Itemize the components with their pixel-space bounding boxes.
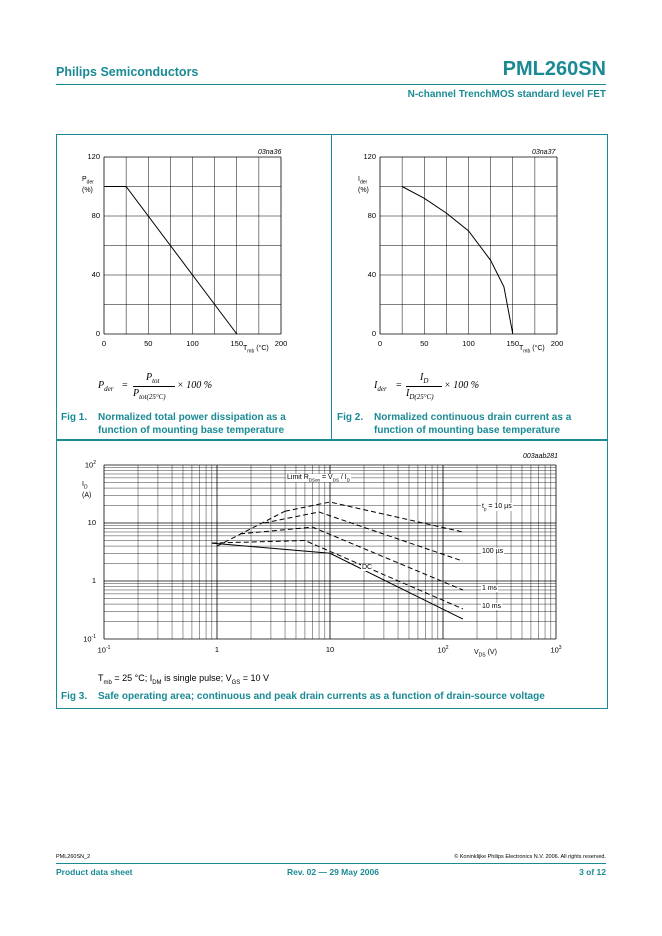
fig2-xtick-label: 100: [462, 339, 475, 348]
fig3-number: Fig 3.: [61, 691, 88, 702]
fig3-xtick-label: $10^3$: [550, 645, 562, 655]
fig3-ytick-label: $10^2$: [84, 460, 96, 470]
fig2-ytick-label: 0: [371, 329, 376, 338]
fig3-xtick-label: $10^2$: [437, 645, 449, 655]
fig2-formula-eq: =: [396, 380, 402, 391]
fig3-label-100us: 100 µs: [482, 548, 504, 555]
footer-copyright: © Koninklijke Philips Electronics N.V. 2006. All rights reserved.: [454, 854, 606, 860]
fig3-xtick-label: 10: [325, 645, 335, 654]
fig3-xtick-label: 1: [214, 645, 220, 654]
fig2-yunit: (%): [358, 187, 369, 194]
fig3-xlabel: $V_{DS}$ (V): [474, 649, 497, 659]
fig2-formula-den: $I_{D(25^\circ C)}$: [406, 388, 434, 401]
footer-sheet-type: Product data sheet: [56, 867, 133, 877]
fig2-ytick-label: 40: [367, 270, 376, 279]
fig2-code: 03na37: [532, 149, 556, 156]
fig2-series-line: [402, 187, 513, 335]
fig3-ytick-label: 1: [91, 576, 96, 585]
fig1-ytick-label: 40: [91, 270, 100, 279]
fig1-ytick-label: 0: [95, 329, 100, 338]
company-name: Philips Semiconductors: [56, 65, 199, 79]
fig2-ylabel: $I_{der}$: [358, 176, 368, 186]
fig2-xtick-label: 150: [506, 339, 520, 348]
fig3-label-dc: DC: [362, 564, 373, 571]
fig2-ytick-label: 120: [363, 152, 376, 161]
fig1-ytick-label: 120: [87, 152, 100, 161]
fig2-xtick-label: 0: [377, 339, 383, 348]
fig1-xlabel: $T_{mb}$ (°C): [243, 345, 269, 355]
fig3-tp-label: $t_p = 10$ µs: [482, 503, 512, 512]
fig1-formula-eq: =: [122, 380, 128, 391]
fig3-code: 003aab281: [523, 453, 559, 460]
fig1-formula-lhs: $P_{der}$: [98, 380, 114, 393]
fig2-formula-lhs: $I_{der}$: [374, 380, 387, 393]
fig2-xtick-label: 50: [420, 339, 429, 348]
fig2-fraction-bar: [406, 386, 442, 387]
fig3-ytick-label: $10^{-1}$: [83, 634, 96, 644]
fig3-caption-text: Safe operating area; continuous and peak drain currents as a function of drain-source voltage: [98, 691, 545, 702]
fig1-caption-text: Normalized total power dissipation as a function of mounting base temperature: [98, 412, 286, 436]
fig2-xlabel: $T_{mb}$ (°C): [519, 345, 545, 355]
product-name: PML260SN: [502, 58, 606, 80]
fig3-caption: [61, 690, 601, 704]
fig3-ylabel: $I_D$: [82, 481, 88, 491]
fig1-formula-den: $P_{tot(25^\circ C)}$: [133, 388, 166, 401]
fig1-xtick-label: 50: [144, 339, 153, 348]
fig1-xtick-label: 200: [274, 339, 288, 348]
fig1-xtick-label: 150: [230, 339, 244, 348]
fig1-number: Fig 1.: [61, 412, 88, 423]
fig1-formula-num: $P_{tot}$: [146, 372, 160, 385]
fig1-xtick-label: 100: [186, 339, 199, 348]
product-subtitle: N-channel TrenchMOS standard level FET: [407, 89, 606, 100]
footer-page: 3 of 12: [579, 867, 606, 877]
fig3-xtick-label: $10^{-1}$: [97, 645, 111, 655]
fig2-formula-num: $I_D$: [420, 372, 429, 385]
fig3-label-10ms: 10 ms: [482, 603, 502, 610]
footer-rule: [56, 863, 606, 864]
footer-revision: Rev. 02 — 29 May 2006: [287, 867, 379, 877]
fig3-ytick-label: 10: [87, 518, 96, 527]
fig2-caption: [337, 411, 602, 437]
fig3-conditions: $T_{mb} = 25$ °C; $I_{DM}$ is single pulse; $V_{GS} = 10$ V: [98, 673, 270, 686]
fig1-ytick-label: 80: [91, 211, 100, 220]
fig3-limit-label: Limit $R_{DSon} = V_{DS} / I_D$: [287, 474, 350, 483]
fig2-number: Fig 2.: [337, 412, 364, 423]
fig3-label-1ms: 1 ms: [482, 585, 498, 592]
fig1-caption: [61, 411, 326, 437]
fig1-formula-tail: × 100 %: [177, 380, 213, 391]
fig2-caption-text: Normalized continuous drain current as a function of mounting base temperature: [374, 412, 572, 436]
fig1-fraction-bar: [133, 386, 175, 387]
footer-doc-id: PML260SN_2: [56, 854, 91, 860]
fig1-code: 03na36: [258, 149, 282, 156]
fig1-xtick-label: 0: [101, 339, 107, 348]
fig3-yunit: (A): [82, 492, 92, 499]
fig2-ytick-label: 80: [367, 211, 376, 220]
fig1-ylabel: $P_{der}$: [82, 176, 94, 186]
fig2-xtick-label: 200: [550, 339, 564, 348]
fig1-yunit: (%): [82, 187, 93, 194]
fig2-formula-tail: × 100 %: [444, 380, 480, 391]
